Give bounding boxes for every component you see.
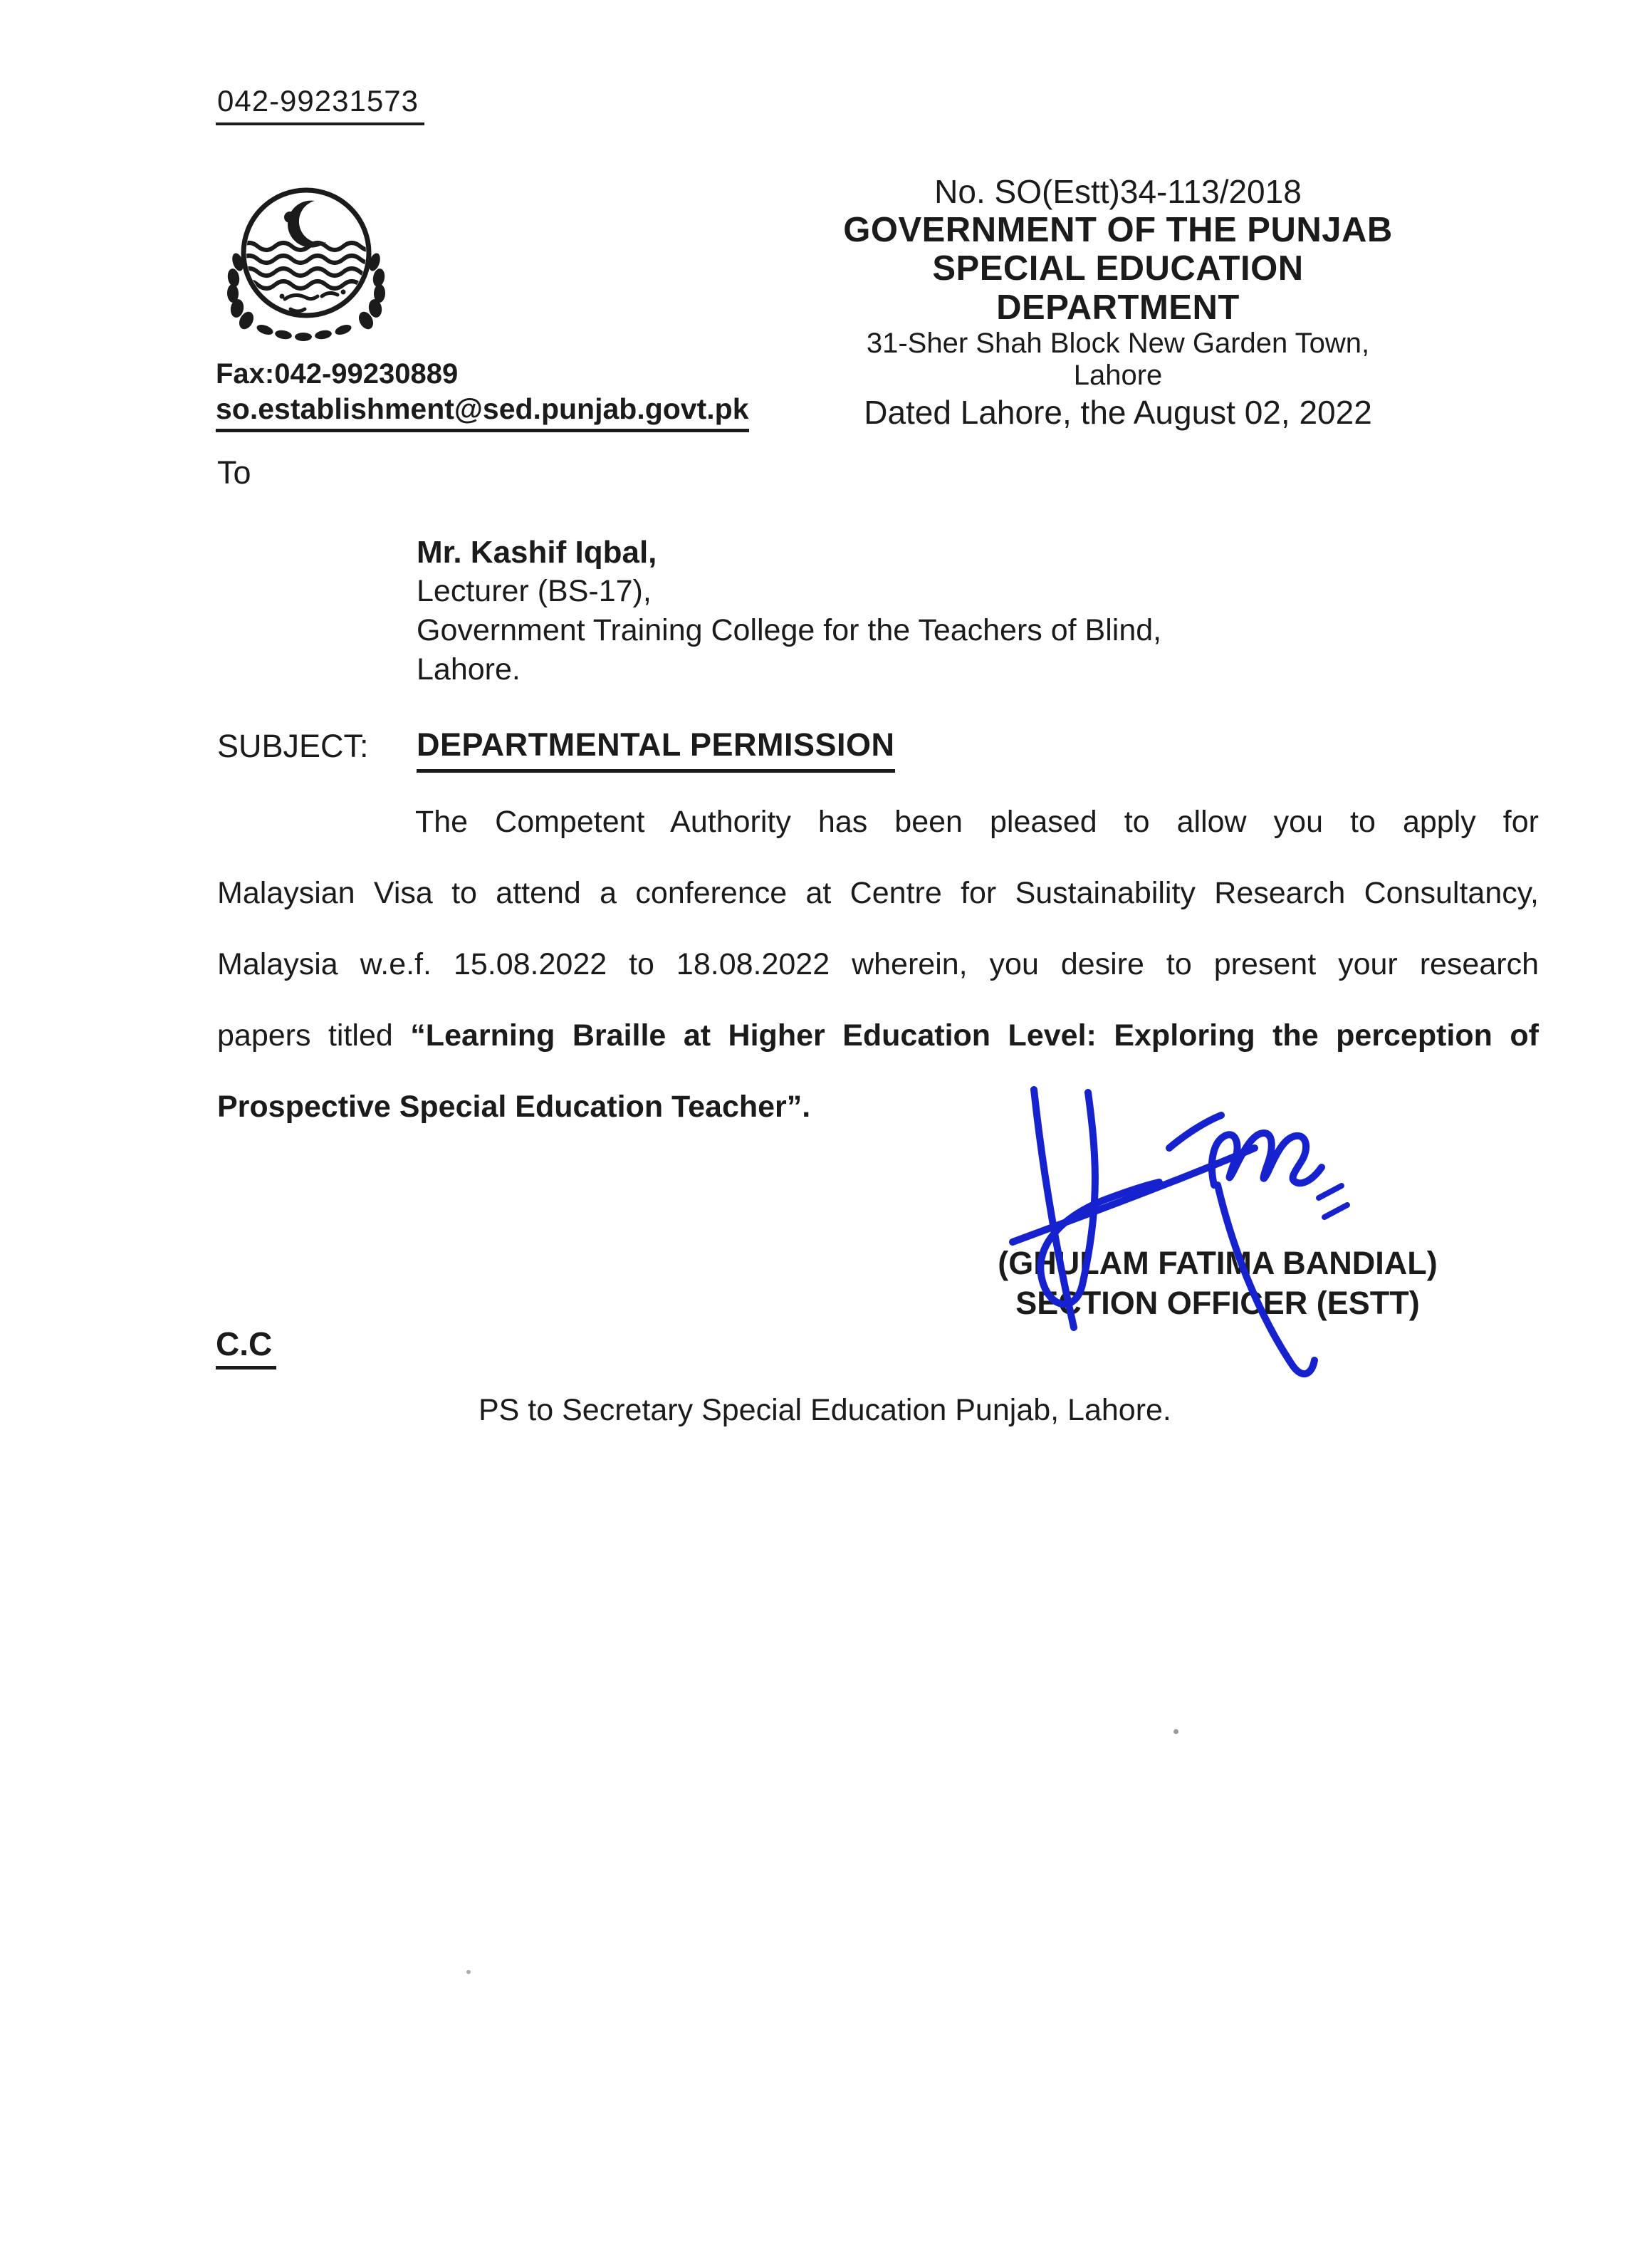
body-line-3: Malaysia w.e.f. 15.08.2022 to 18.08.2022 wherein, you desire to present your research (217, 947, 1539, 981)
body-line-4-normal: papers titled (217, 1018, 411, 1053)
scan-speck (466, 1970, 471, 1974)
body-line-4 (217, 1013, 1539, 1084)
addressee-block (417, 533, 1161, 689)
signatory-title: SECTION OFFICER (ESTT) (1015, 1285, 1420, 1321)
signatory-name: (GHULAM FATIMA BANDIAL) (998, 1245, 1438, 1281)
addressee-designation: Lecturer (BS-17), (417, 574, 652, 608)
handwritten-signature (997, 1077, 1367, 1412)
body-line-1: The Competent Authority has been pleased to allow you to apply for (415, 805, 1539, 839)
phone-number: 042-99231573 (216, 84, 424, 125)
punjab-emblem-logo (214, 184, 399, 348)
department-address: 31-Sher Shah Block New Garden Town, Lahore (866, 328, 1370, 391)
cc-recipient: PS to Secretary Special Education Punjab, Lahore. (479, 1393, 1171, 1427)
addressee-city: Lahore. (417, 652, 521, 687)
reference-number: No. SO(Estt)34-113/2018 (934, 173, 1302, 210)
email-address: so.establishment@sed.punjab.govt.pk (216, 392, 749, 432)
addressee-institution: Government Training College for the Teachers of Blind, (417, 613, 1162, 647)
fax-number: Fax:042-99230889 (216, 358, 459, 390)
salutation-to: To (217, 454, 251, 491)
body-line-2: Malaysian Visa to attend a conference at Centre for Sustainability Research Consultancy, (217, 876, 1539, 910)
subject-label: SUBJECT: (217, 728, 369, 764)
scan-speck (1173, 1729, 1178, 1734)
government-title: GOVERNMENT OF THE PUNJAB (843, 210, 1393, 249)
addressee-name: Mr. Kashif Iqbal, (417, 535, 657, 570)
body-line-5: Prospective Special Education Teacher”. (217, 1090, 811, 1124)
cc-label: C.C (216, 1325, 276, 1370)
department-title: SPECIAL EDUCATION DEPARTMENT (932, 249, 1304, 328)
body-line-4-bold: “Learning Braille at Higher Education Level: Exploring the perception of (410, 1018, 1539, 1053)
letterhead (819, 174, 1417, 431)
letter-date: Dated Lahore, the August 02, 2022 (864, 393, 1372, 431)
subject-title: DEPARTMENTAL PERMISSION (417, 726, 895, 773)
